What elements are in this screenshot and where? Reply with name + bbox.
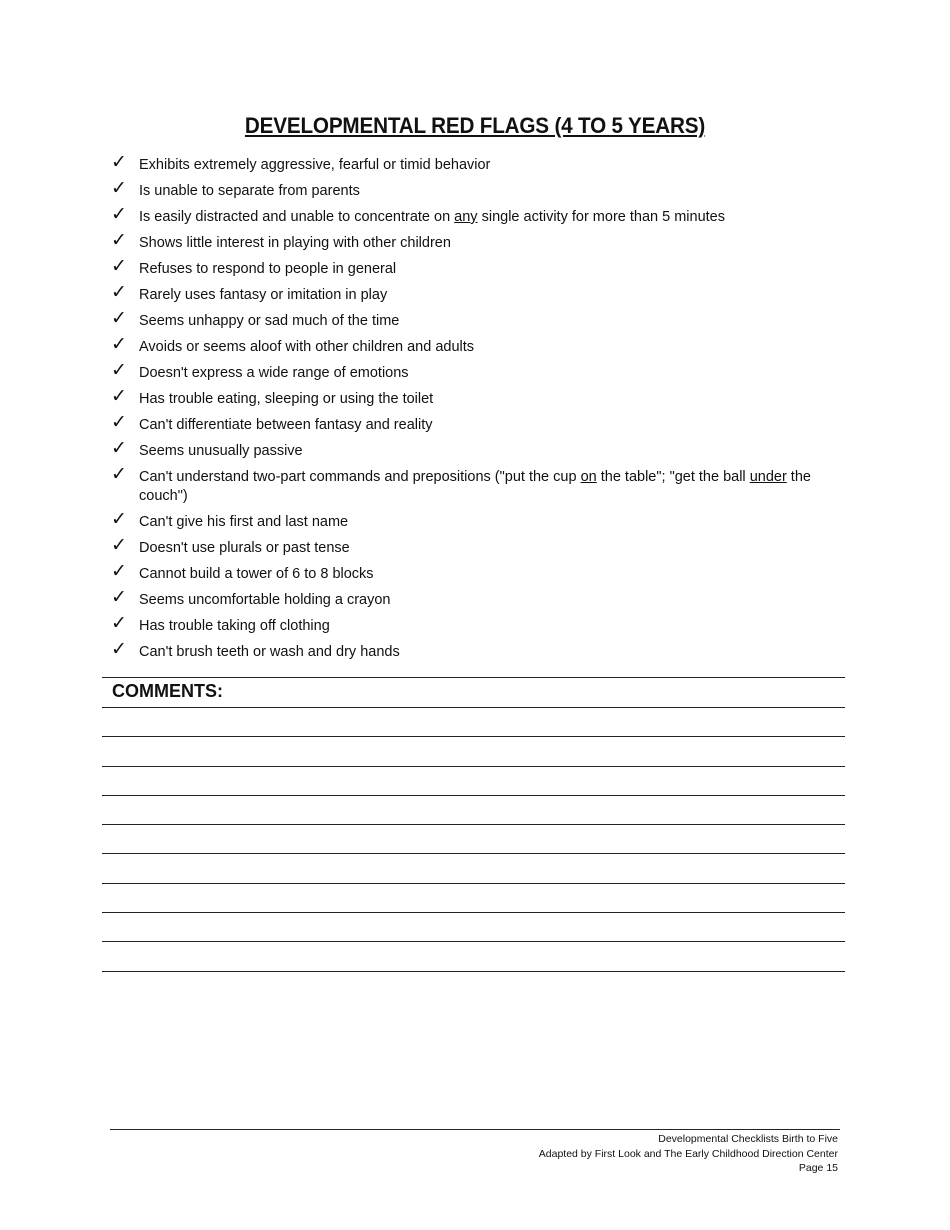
flag-text: Seems uncomfortable holding a crayon bbox=[139, 592, 391, 608]
list-item bbox=[111, 586, 831, 617]
list-item bbox=[111, 612, 831, 643]
check-mark-icon: ✓ bbox=[111, 638, 127, 660]
flag-text: Seems unhappy or sad much of the time bbox=[139, 313, 400, 329]
comment-line[interactable] bbox=[102, 796, 845, 825]
check-mark-icon: ✓ bbox=[111, 255, 127, 277]
check-mark-icon: ✓ bbox=[111, 333, 127, 355]
list-item bbox=[111, 281, 831, 312]
comment-line[interactable] bbox=[102, 767, 845, 796]
list-item bbox=[111, 411, 831, 442]
check-mark-icon: ✓ bbox=[111, 281, 127, 303]
list-item bbox=[111, 151, 831, 182]
comments-label: COMMENTS: bbox=[112, 681, 223, 701]
list-item bbox=[111, 333, 831, 364]
comment-line[interactable] bbox=[102, 708, 845, 737]
flag-text: Has trouble taking off clothing bbox=[139, 618, 330, 634]
flag-text-part: Can't understand two-part commands and prepositions ("put the cup bbox=[139, 469, 581, 485]
footer-attribution: Adapted by First Look and The Early Childhood Direction Center bbox=[538, 1147, 838, 1160]
flag-text-emphasis: under bbox=[749, 469, 787, 485]
flag-text: Avoids or seems aloof with other children and adults bbox=[139, 339, 475, 355]
check-mark-icon: ✓ bbox=[111, 612, 127, 634]
flag-text: Has trouble eating, sleeping or using the toilet bbox=[139, 391, 434, 407]
check-mark-icon: ✓ bbox=[111, 203, 127, 225]
check-mark-icon: ✓ bbox=[111, 359, 127, 381]
check-mark-icon: ✓ bbox=[111, 534, 127, 556]
flag-text: Is unable to separate from parents bbox=[139, 183, 360, 199]
check-mark-icon: ✓ bbox=[111, 151, 127, 173]
flag-text bbox=[139, 208, 725, 227]
check-mark-icon: ✓ bbox=[111, 508, 127, 530]
comment-line[interactable] bbox=[102, 825, 845, 854]
comment-line[interactable] bbox=[102, 737, 845, 766]
list-item bbox=[111, 229, 831, 260]
list-item bbox=[111, 359, 831, 390]
flag-text-part: the couch") bbox=[139, 469, 811, 504]
check-mark-icon: ✓ bbox=[111, 437, 127, 459]
flag-text: Refuses to respond to people in general bbox=[139, 261, 397, 277]
comment-line[interactable] bbox=[102, 913, 845, 942]
comments-section bbox=[102, 677, 845, 972]
flag-text: Doesn't express a wide range of emotions bbox=[139, 365, 409, 381]
flag-text: Cannot build a tower of 6 to 8 blocks bbox=[139, 566, 374, 582]
flag-text-emphasis: on bbox=[580, 469, 597, 485]
list-item bbox=[111, 203, 831, 234]
check-mark-icon: ✓ bbox=[111, 560, 127, 582]
list-item bbox=[111, 508, 831, 539]
list-item bbox=[111, 307, 831, 338]
list-item bbox=[111, 638, 831, 669]
flag-text: Seems unusually passive bbox=[139, 443, 303, 459]
flag-text: Doesn't use plurals or past tense bbox=[139, 540, 350, 556]
page-title: DEVELOPMENTAL RED FLAGS (4 TO 5 YEARS) bbox=[244, 113, 706, 138]
check-mark-icon: ✓ bbox=[111, 307, 127, 329]
footer-divider bbox=[110, 1129, 840, 1130]
comment-line[interactable] bbox=[102, 942, 845, 971]
flag-text-emphasis: any bbox=[454, 209, 478, 225]
flag-text: Exhibits extremely aggressive, fearful or timid behavior bbox=[139, 157, 491, 173]
check-mark-icon: ✓ bbox=[111, 385, 127, 407]
list-item bbox=[111, 534, 831, 565]
list-item bbox=[111, 177, 831, 208]
flag-text: Can't differentiate between fantasy and reality bbox=[139, 417, 433, 433]
check-mark-icon: ✓ bbox=[111, 463, 127, 485]
comment-line[interactable] bbox=[102, 884, 845, 913]
list-item bbox=[111, 255, 831, 286]
list-item bbox=[111, 463, 831, 513]
flag-text: Can't brush teeth or wash and dry hands bbox=[139, 644, 400, 660]
check-mark-icon: ✓ bbox=[111, 177, 127, 199]
footer-document-title: Developmental Checklists Birth to Five bbox=[658, 1133, 838, 1145]
flag-text: Shows little interest in playing with other children bbox=[139, 235, 451, 251]
red-flags-list bbox=[111, 151, 831, 669]
check-mark-icon: ✓ bbox=[111, 229, 127, 251]
comment-line[interactable] bbox=[102, 854, 845, 883]
check-mark-icon: ✓ bbox=[111, 411, 127, 433]
flag-text: Rarely uses fantasy or imitation in play bbox=[139, 287, 388, 303]
check-mark-icon: ✓ bbox=[111, 586, 127, 608]
flag-text bbox=[139, 468, 831, 506]
flag-text-part: the table"; "get the ball bbox=[596, 469, 750, 485]
list-item bbox=[111, 437, 831, 468]
footer-page-number: Page 15 bbox=[798, 1162, 838, 1174]
page-footer bbox=[539, 1132, 838, 1176]
flag-text: Can't give his first and last name bbox=[139, 514, 349, 530]
flag-text-part: Is easily distracted and unable to concentrate on bbox=[139, 209, 455, 225]
list-item bbox=[111, 385, 831, 416]
list-item bbox=[111, 560, 831, 591]
flag-text-part: single activity for more than 5 minutes bbox=[477, 209, 725, 225]
